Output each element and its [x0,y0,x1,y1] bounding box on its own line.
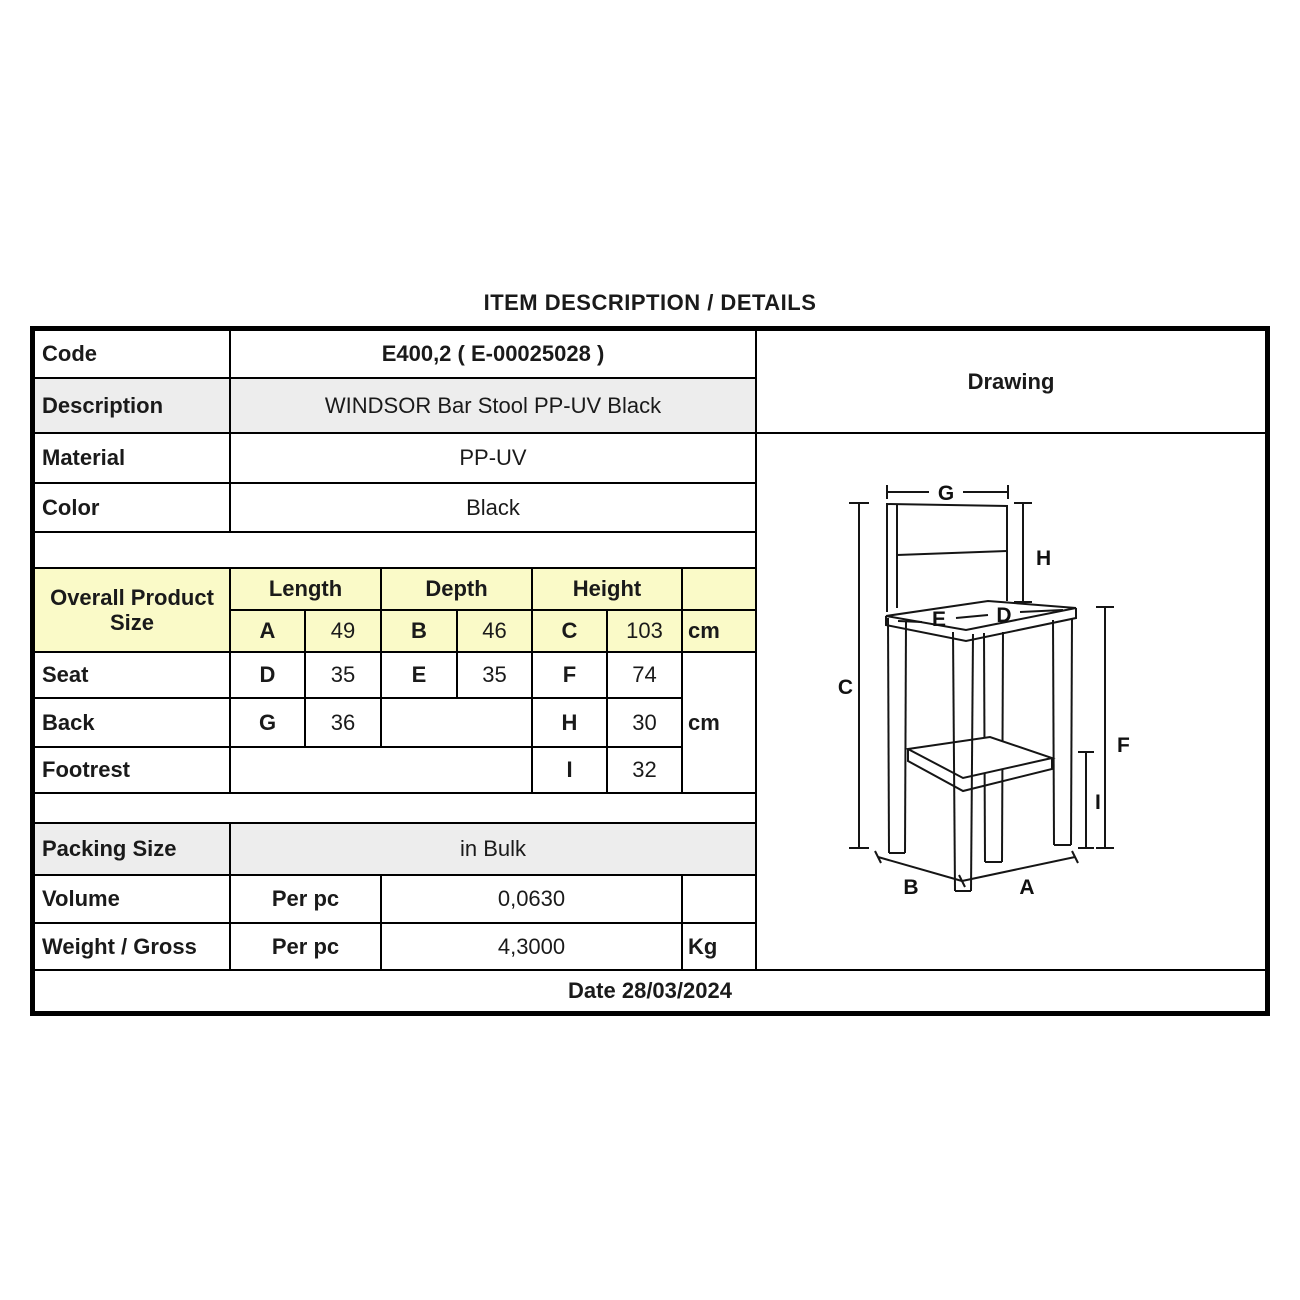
height-header: Height [532,568,682,610]
dim-b-key: B [381,610,457,652]
dim-e-value: 35 [457,652,532,698]
stool-footrest [908,737,1052,791]
weight-per-pc: Per pc [230,923,381,970]
dim-label-g: G [937,482,955,505]
dim-label-i: I [1095,791,1101,814]
dim-f-value: 74 [607,652,682,698]
bar-stool-technical-drawing [757,434,1265,969]
back-label: Back [34,698,230,747]
overall-product-size-label: Overall Product Size [34,568,230,652]
packing-size-value: in Bulk [230,823,756,875]
stool-backrest [886,503,1008,612]
drawing-title: Drawing [756,330,1266,433]
weight-gross-label: Weight / Gross [34,923,230,970]
dim-d-value: 35 [305,652,381,698]
volume-unit-empty [682,875,756,923]
dim-h-key: H [532,698,607,747]
spacer-row-1 [34,532,756,568]
code-label: Code [34,330,230,378]
unit-header-empty [682,568,756,610]
dim-b-value: 46 [457,610,532,652]
description-value: WINDSOR Bar Stool PP-UV Black [230,378,756,433]
footrest-label: Footrest [34,747,230,793]
weight-unit: Kg [682,923,756,970]
dim-c-key: C [532,610,607,652]
packing-size-label: Packing Size [34,823,230,875]
seat-back-footrest-unit: cm [682,652,756,793]
dim-line-c [838,503,869,848]
weight-value: 4,3000 [381,923,682,970]
overall-unit: cm [682,610,756,652]
dim-line-g [887,482,1008,505]
volume-label: Volume [34,875,230,923]
dim-e-key: E [381,652,457,698]
footrest-empty-cell [230,747,532,793]
color-value: Black [230,483,756,532]
dim-line-a [962,851,1078,899]
date-row: Date 28/03/2024 [34,970,1266,1012]
dim-label-a: A [1019,876,1035,899]
volume-per-pc: Per pc [230,875,381,923]
color-label: Color [34,483,230,532]
depth-header: Depth [381,568,532,610]
dim-label-f: F [1117,734,1130,757]
material-value: PP-UV [230,433,756,483]
dim-label-d: D [996,604,1012,627]
volume-value: 0,0630 [381,875,682,923]
dim-g-value: 36 [305,698,381,747]
dim-h-value: 30 [607,698,682,747]
material-label: Material [34,433,230,483]
dim-f-key: F [532,652,607,698]
dim-d-key: D [230,652,305,698]
dim-line-f [1096,607,1130,848]
dim-line-i [1078,752,1101,848]
back-empty-cell [381,698,532,747]
page-title: ITEM DESCRIPTION / DETAILS [483,290,817,315]
dim-line-b [875,851,965,899]
dim-label-c: C [837,676,853,699]
spacer-row-2 [34,793,756,823]
length-header: Length [230,568,381,610]
dim-label-h: H [1036,547,1052,570]
item-details-table [30,326,1270,1016]
code-value: E400,2 ( E-00025028 ) [230,330,756,378]
dim-label-b: B [903,876,919,899]
dim-c-value: 103 [607,610,682,652]
dim-a-key: A [230,610,305,652]
description-label: Description [34,378,230,433]
dim-i-value: 32 [607,747,682,793]
seat-label: Seat [34,652,230,698]
dim-label-e: E [931,608,947,631]
dim-i-key: I [532,747,607,793]
drawing-panel [756,433,1266,970]
dim-line-h [1014,503,1051,602]
dim-a-value: 49 [305,610,381,652]
dim-g-key: G [230,698,305,747]
